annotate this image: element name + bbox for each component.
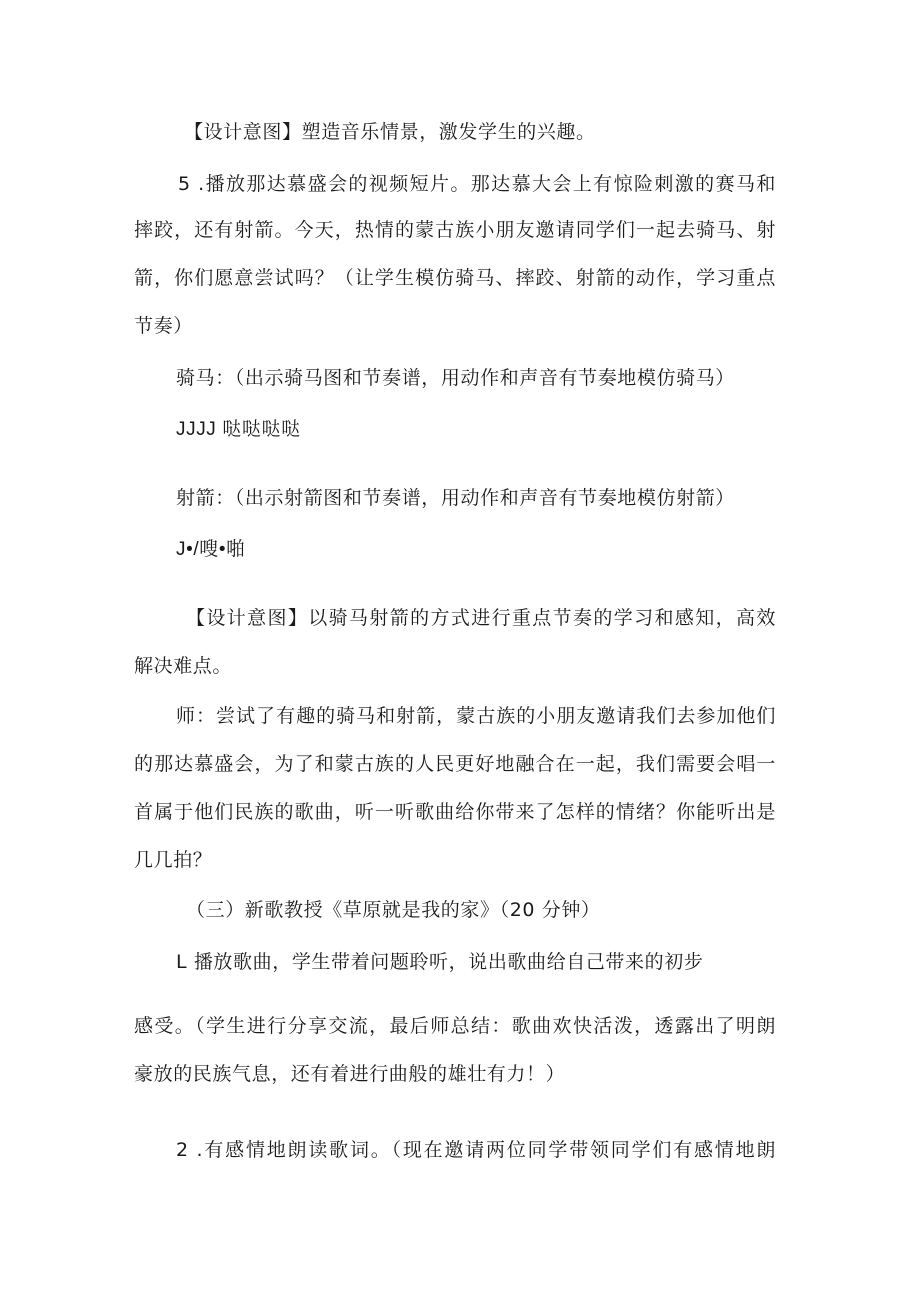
step-5-line-2: 摔跤，还有射箭。今天，热情的蒙古族小朋友邀请同学们一起去骑马、射 xyxy=(134,219,776,241)
archery-rhythm: J•/嗖•啪 xyxy=(176,539,246,560)
step-1-line-2: 感受。（学生进行分享交流，最后师总结：歌曲欢快活泼，透露出了明朗 xyxy=(134,1015,776,1037)
step-5-line-3: 箭，你们愿意尝试吗？（让学生模仿骑马、摔跤、射箭的动作，学习重点 xyxy=(134,267,776,289)
step-1-line-3: 豪放的民族气息，还有着进行曲般的雄壮有力！） xyxy=(134,1063,566,1085)
teacher-line-4: 几几拍？ xyxy=(134,849,213,871)
design-intent-2-line-1: 【设计意图】以骑马射箭的方式进行重点节奏的学习和感知，高效 xyxy=(186,607,776,629)
teacher-line-1: 师：尝试了有趣的骑马和射箭，蒙古族的小朋友邀请我们去参加他们 xyxy=(176,705,776,727)
teacher-line-2: 的那达慕盛会，为了和蒙古族的人民更好地融合在一起，我们需要会唱一 xyxy=(134,753,776,775)
design-intent-2-line-2: 解决难点。 xyxy=(134,655,233,677)
archery-instruction: 射箭：（出示射箭图和节奏谱，用动作和声音有节奏地模仿射箭） xyxy=(176,487,735,509)
step-2-line-1: 2 .有感情地朗读歌词。（现在邀请两位同学带领同学们有感情地朗 xyxy=(176,1139,776,1161)
teacher-line-3: 首属于他们民族的歌曲，听一听歌曲给你带来了怎样的情绪？你能听出是 xyxy=(134,801,776,823)
riding-rhythm: JJJJ 哒哒哒哒 xyxy=(176,419,301,440)
step-1-line-1: L 播放歌曲，学生带着问题聆听，说出歌曲给自己带来的初步 xyxy=(176,951,704,973)
design-intent-1: 【设计意图】塑造音乐情景，激发学生的兴趣。 xyxy=(184,121,596,143)
section-heading: （三）新歌教授《草原就是我的家》（20 分钟） xyxy=(186,899,601,921)
step-5-line-1: 5 .播放那达慕盛会的视频短片。那达慕大会上有惊险刺激的赛马和 xyxy=(178,173,776,195)
step-5-line-4: 节奏） xyxy=(134,315,193,337)
riding-instruction: 骑马：（出示骑马图和节奏谱，用动作和声音有节奏地模仿骑马） xyxy=(176,367,735,389)
